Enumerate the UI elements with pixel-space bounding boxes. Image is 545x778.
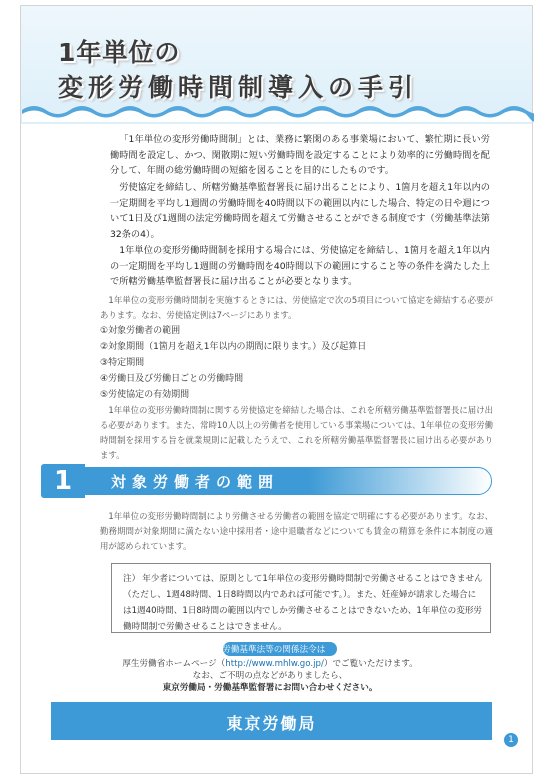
agreement-item: ⑤労使協定の有効期間 (100, 390, 190, 400)
mhlw-website-link[interactable]: http://www.mhlw.go.jp/ (225, 659, 324, 669)
note-text-block (123, 571, 483, 635)
title-line-2: 変形労働時間制導入の手引 (58, 73, 419, 102)
intro-paragraph-1: 「1年単位の変形労働時間制」とは、業務に繁閑のある事業場において、繁忙期に長い労働時間を設定し、かつ、閑散期に短い労働時間を設定することにより効率的に労働時間を配分して、年間の総労働時間の短縮を図ることを目的にしたものです。 (110, 134, 490, 176)
agreement-filing-note: 1年単位の変形労働時間制に関する労使協定を締結した場合は、これを所轄労働基準監督署長に届け出る必要があります。また、常時10人以上の労働者を使用している事業場については、1年単位の変形労働時間制を採用する旨を就業規則に記載したうえで、これを所轄労働基準監督署長に届け出る必要があります。 (100, 405, 493, 460)
agreement-item: ④労働日及び労働日ごとの労働時間 (100, 374, 244, 384)
inquiry-line-2: 東京労働局・労働基準監督署にお問い合わせください。 (162, 683, 378, 693)
website-suffix: ）でご覧いただけます。 (323, 659, 418, 669)
banner-text: 東京労働局 (226, 714, 317, 733)
section-body: 1年単位の変形労働時間制により労働させる労働者の範囲を協定で明確にする必要があります。なお、勤務期間が対象期間に満たない途中採用者・途中退職者などについても賃金の精算を条件に本制度の適用が認められています。 (100, 511, 493, 551)
intro-paragraph-3: 1年単位の変形労働時間制を採用する場合には、労使協定を締結し、1箇月を超え1年以内の一定期間を平均し1週間の労働時間を40時間以下の範囲にすること等の条件を満たした上で所轄労働基準監督署長に届け出ることが必要となります。 (110, 245, 490, 287)
agreement-item: ③特定期間 (100, 358, 145, 368)
inquiry-line-1: なお、ご不明の点などがありましたら、 (192, 671, 348, 681)
intro-paragraph-2: 労使協定を締結し、所轄労働基準監督署長に届け出ることにより、1箇月を超え1年以内の一定期間を平均し1週間の労働時間を40時間以下の範囲以内にした場合、特定の日や週について1日及び1週間の法定労働時間を超えて労働させることができる制度です（労働基準法第32条の4）。 (110, 182, 490, 240)
wave-divider (21, 100, 534, 122)
note-label: 注） (123, 574, 141, 584)
agreement-item: ①対象労働者の範囲 (100, 326, 181, 336)
website-prefix: 厚生労働省ホームページ（ (122, 659, 226, 669)
title-line-1: 1年単位の (58, 38, 181, 67)
agreement-item-list (100, 323, 366, 403)
section-title: 対象労働者の範囲 (111, 473, 280, 491)
mhlw-website-line (120, 658, 420, 670)
page-number: 1 (504, 733, 518, 747)
law-info-pill-text: ●労働基準法等の関係法令は (214, 645, 326, 655)
agreement-item: ②対象期間（1箇月を超え1年以内の期間に限ります。）及び起算日 (100, 342, 367, 352)
agreement-lead: 1年単位の変形労働時間制を実施するときには、労使協定で次の5項目について協定を締結する必要があります。なお、労使協定例は7ページにあります。 (100, 295, 493, 320)
note-text: 年少者については、原則として1年単位の変形労働時間制で労働させることはできません（ただし、1週48時間、1日8時間以内であれば可能です。）。また、妊産婦が請求した場合には1週40時間、1日8時間の範囲以内でしか労働させることはできないため、1年単位の変形労働時間制で労働させることはできません。 (123, 574, 483, 632)
section-number-badge: 1 (41, 464, 85, 498)
